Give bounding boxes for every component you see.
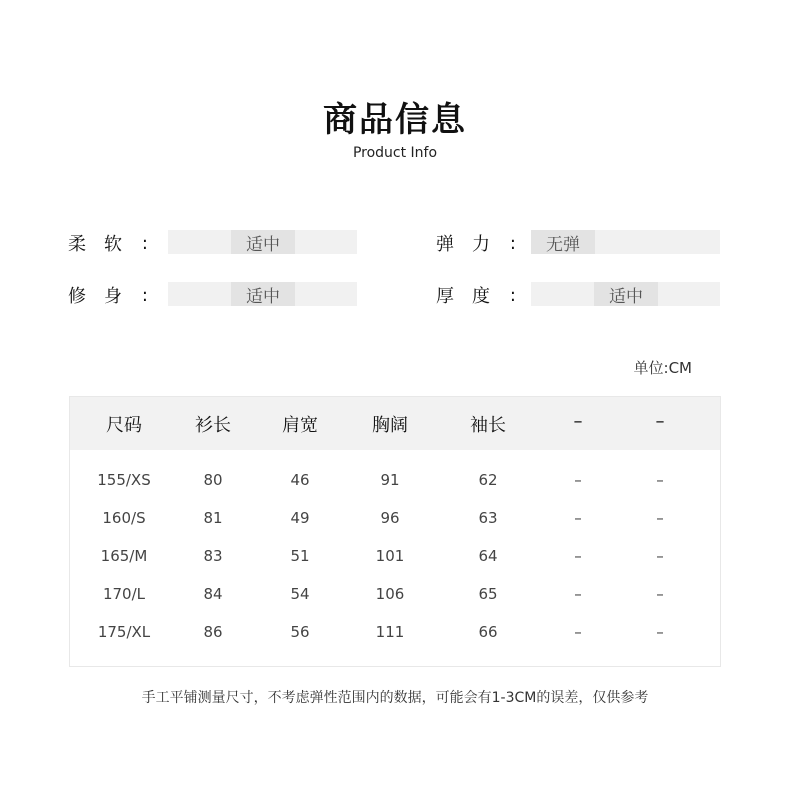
table-header-cell: 肩宽 — [282, 415, 318, 436]
attr-elasticity-label — [436, 230, 516, 256]
table-cell: – — [574, 623, 582, 641]
table-cell: 175/XL — [97, 623, 151, 641]
attr-label-char: 软 — [103, 234, 122, 255]
attr-colon: : — [141, 284, 148, 306]
table-cell: 170/L — [102, 585, 146, 603]
table-cell: 64 — [478, 547, 498, 565]
table-cell: – — [656, 623, 664, 641]
attr-fit-bar — [168, 282, 357, 306]
attr-colon: : — [509, 284, 516, 306]
table-cell: 80 — [203, 471, 223, 489]
attr-fit-value: 适中 — [231, 282, 295, 306]
table-cell: 63 — [478, 509, 498, 527]
table-cell: – — [574, 509, 582, 527]
table-cell: 160/S — [102, 509, 146, 527]
table-cell: 111 — [375, 623, 405, 641]
table-header-cell: 尺码 — [106, 415, 142, 436]
attr-colon: : — [509, 232, 516, 254]
table-cell: 165/M — [100, 547, 148, 565]
attr-label-char: 弹 — [436, 234, 454, 255]
table-row — [70, 547, 720, 567]
table-cell: – — [574, 471, 582, 489]
attr-elasticity-value: 无弹 — [531, 230, 595, 254]
table-cell: – — [656, 585, 664, 603]
attr-thickness-label — [436, 282, 516, 308]
table-cell: 106 — [375, 585, 405, 603]
table-cell: 46 — [290, 471, 310, 489]
attr-label-char: 修 — [68, 286, 86, 307]
size-table-header — [70, 397, 720, 450]
table-cell: 54 — [290, 585, 310, 603]
size-table — [69, 396, 721, 667]
table-cell: 84 — [203, 585, 223, 603]
page-subtitle: Product Info — [352, 145, 438, 161]
unit-label: 单位:CM — [633, 359, 692, 377]
table-cell: 62 — [478, 471, 498, 489]
table-cell: – — [656, 509, 664, 527]
table-row — [70, 471, 720, 491]
table-cell: 83 — [203, 547, 223, 565]
table-cell: 56 — [290, 623, 310, 641]
table-cell: 86 — [203, 623, 223, 641]
table-cell: 81 — [203, 509, 223, 527]
attr-softness-value: 适中 — [231, 230, 295, 254]
table-cell: 51 — [290, 547, 310, 565]
table-cell: – — [656, 547, 664, 565]
table-row — [70, 623, 720, 643]
table-header-cell: 衫长 — [195, 415, 231, 436]
attr-elasticity-bar — [531, 230, 720, 254]
attr-thickness-bar — [531, 282, 720, 306]
attr-label-char: 厚 — [436, 286, 454, 307]
attr-label-char: 身 — [103, 286, 122, 307]
table-cell: 49 — [290, 509, 310, 527]
table-row — [70, 585, 720, 605]
table-header-cell: – — [655, 411, 665, 432]
attr-softness-label — [68, 230, 148, 256]
table-cell: 155/XS — [97, 471, 151, 489]
table-cell: 65 — [478, 585, 498, 603]
page-title: 商品信息 — [323, 100, 467, 140]
table-cell: 66 — [478, 623, 498, 641]
table-cell: – — [574, 585, 582, 603]
table-header-cell: 袖长 — [470, 415, 506, 436]
table-cell: 96 — [380, 509, 400, 527]
table-cell: 101 — [375, 547, 405, 565]
table-header-cell: – — [573, 411, 583, 432]
table-row — [70, 509, 720, 529]
table-header-cell: 胸阔 — [372, 415, 408, 436]
attr-thickness-value: 适中 — [594, 282, 658, 306]
attr-softness-bar — [168, 230, 357, 254]
footnote: 手工平铺测量尺寸，不考虑弹性范围内的数据，可能会有1-3CM的误差，仅供参考 — [141, 690, 649, 706]
attr-label-char: 度 — [471, 286, 490, 307]
table-cell: – — [656, 471, 664, 489]
attr-label-char: 力 — [471, 234, 490, 255]
table-cell: – — [574, 547, 582, 565]
attr-colon: : — [141, 232, 148, 254]
attr-fit-label — [68, 282, 148, 308]
attr-label-char: 柔 — [68, 234, 86, 255]
table-cell: 91 — [380, 471, 400, 489]
